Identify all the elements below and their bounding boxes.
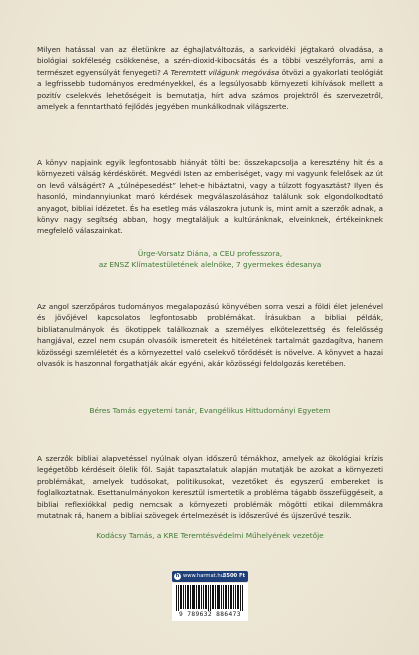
blurb-text: ötvözi a gyakorlati teológiát a legfrissebb tudományos eredményekkel, és a legsúlyosabb környezeti kihívások mellett a pozitív cselekvés lehetőségeit is bemutatja, hírt adva számos projektről és szervezetről, amelyek a fenntartható fejlődés jegyében munkálkodnak világszerte. [37,67,383,112]
isbn-number: 9 789632 886473 [179,611,241,618]
book-title-italic: A Teremtett világunk megóvása [163,67,280,77]
blurb-text: Milyen hatással van az életünkre az éghajlatváltozás, a sarkvidéki jégtakaró olvadása, a biológiai sokféleség csökkenése, a szén-dioxid-kibocsátás és a többi veszélyforrás, ami a természet egyensúlyát fenyegeti? [37,45,383,77]
publisher-logo-icon: h [175,573,180,579]
quote-paragraph-1: A könyv napjaink egyik legfontosabb hiányát tölti be: összekapcsolja a keresztény hit és a környezeti válság kérdéskörét. Megvédi Isten az emberiséget, vagy mi vagyunk felelősek az út on levő válságért? A „túlnépesedést” lehet-e hibáztatni, vagy a túlzott fogyasztást? Ilyen és hasonló, mindannyiunkat maró kérdések megválaszolásához találunk sok elgondolkodtató anyagot, bibliai idézetet. És ha esetleg más válaszokra jutunk is, mint amit a szerzők adnak, a könyv nagy segítség abban, hogy megtaláljuk a kultúránknak, elveinknek, értékeinknek megfelelő válaszainkat. [37,158,383,236]
quote-paragraph-2: Az angol szerzőpáros tudományos megalapozású könyvében sorra veszi a földi élet jelenével és jövőjével kapcsolatos legfontosabb problémákat. Írásukban a bibliai példák, bibliatanulmányok és ökotippek találkoznak a személyes elkötelezettség és felelősség hangjával, ezzel nem csupán olvasóik ismereteit és hitéletének tartalmát gazdagítva, hanem közösségi szemléletét és a környezettel való cselekvő törődését is növelve. A könyvet a hazai olvasók is haszonnal forgathatják akár egyéni, akár közösségi feldolgozás keretében. [37,302,383,369]
attribution-line: az ENSZ Klímatestületének alelnöke, 7 gyermekes édesanya [98,260,322,270]
attribution-line: Ürge-Vorsatz Diána, a CEU professzora, [137,249,283,258]
blurb-paragraph-1 [37,44,383,112]
quote-attribution-3: Kodácsy Tamás, a KRE Teremtésvédelmi Műhelyének vezetője [96,531,324,540]
barcode [172,583,248,621]
barcode-bars-icon [176,585,244,611]
quote-attribution-2: Béres Tamás egyetemi tanár, Evangélikus Hittudományi Egyetem [89,406,331,415]
quote-paragraph-3: A szerzők bibliai alapvetéssel nyúlnak olyan időszerű témákhoz, amelyek az ökológiai krízis legégetőbb kérdéseit ölelik föl. Saját tapasztalatuk alapján mutatják be azokat a környezeti problémákat, amelyek tudósokat, politikusokat, vezetőket és egyszerű embereket is foglalkoztatnak. Esettanulmányokon keresztül ismertetik a probléma tágabb összefüggéseit, a bibliai reflexiókkal pedig nemcsak a környezeti problémák mögötti etikai dilemmákra mutatnak rá, hanem a bibliai szövegek értelmezését is időszerűvé és újszerűvé teszik. [37,454,383,521]
publisher-url: www.harmat.hu [183,573,224,579]
price-label: 3500 Ft [222,573,245,579]
price-bar [172,571,248,582]
quote-attribution-1 [37,248,383,271]
